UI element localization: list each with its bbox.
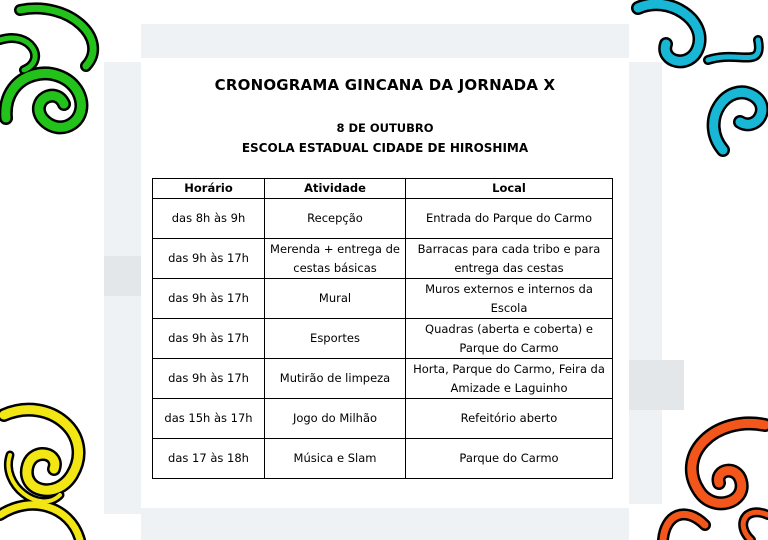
cell-location: Parque do Carmo: [406, 439, 613, 479]
cell-location: Refeitório aberto: [406, 399, 613, 439]
cell-activity: Mural: [265, 279, 406, 319]
blue-swirl-decoration: [628, 0, 768, 165]
table-row: [153, 199, 613, 239]
cell-activity: Esportes: [265, 319, 406, 359]
table-row: [153, 399, 613, 439]
table-row: [153, 439, 613, 479]
document-sheet: [141, 58, 629, 508]
cell-location: Horta, Parque do Carmo, Feira da Amizade e Laguinho: [406, 359, 613, 399]
table-row: [153, 279, 613, 319]
document-title: CRONOGRAMA GINCANA DA JORNADA X: [214, 76, 556, 94]
cell-time: das 17 às 18h: [153, 439, 265, 479]
cell-time: das 15h às 17h: [153, 399, 265, 439]
background-block-top: [141, 24, 629, 58]
cell-activity: Música e Slam: [265, 439, 406, 479]
cell-location: Barracas para cada tribo e para entrega das cestas: [406, 239, 613, 279]
table-row: [153, 359, 613, 399]
header-local: Local: [406, 179, 613, 199]
green-swirl-decoration: [0, 0, 105, 150]
cell-activity: Merenda + entrega de cestas básicas: [265, 239, 406, 279]
cell-time: das 9h às 17h: [153, 359, 265, 399]
header-atividade: Atividade: [265, 179, 406, 199]
school-name: ESCOLA ESTADUAL CIDADE DE HIROSHIMA: [241, 141, 529, 155]
cell-location: Quadras (aberta e coberta) e Parque do Carmo: [406, 319, 613, 359]
table-header-row: [153, 179, 613, 199]
schedule-table: [152, 178, 613, 479]
orange-swirl-decoration: [655, 415, 768, 540]
cell-time: das 9h às 17h: [153, 239, 265, 279]
background-block-bottom: [141, 508, 629, 540]
header-horario: Horário: [153, 179, 265, 199]
event-date: 8 DE OUTUBRO: [336, 121, 434, 135]
cell-time: das 9h às 17h: [153, 319, 265, 359]
background-block-band-left: [104, 256, 141, 296]
cell-activity: Recepção: [265, 199, 406, 239]
cell-activity: Jogo do Milhão: [265, 399, 406, 439]
table-row: [153, 319, 613, 359]
cell-activity: Mutirão de limpeza: [265, 359, 406, 399]
background-block-band-right: [629, 360, 684, 410]
cell-time: das 8h às 9h: [153, 199, 265, 239]
cell-location: Entrada do Parque do Carmo: [406, 199, 613, 239]
yellow-swirl-decoration: [0, 395, 110, 540]
table-row: [153, 239, 613, 279]
cell-time: das 9h às 17h: [153, 279, 265, 319]
cell-location: Muros externos e internos da Escola: [406, 279, 613, 319]
